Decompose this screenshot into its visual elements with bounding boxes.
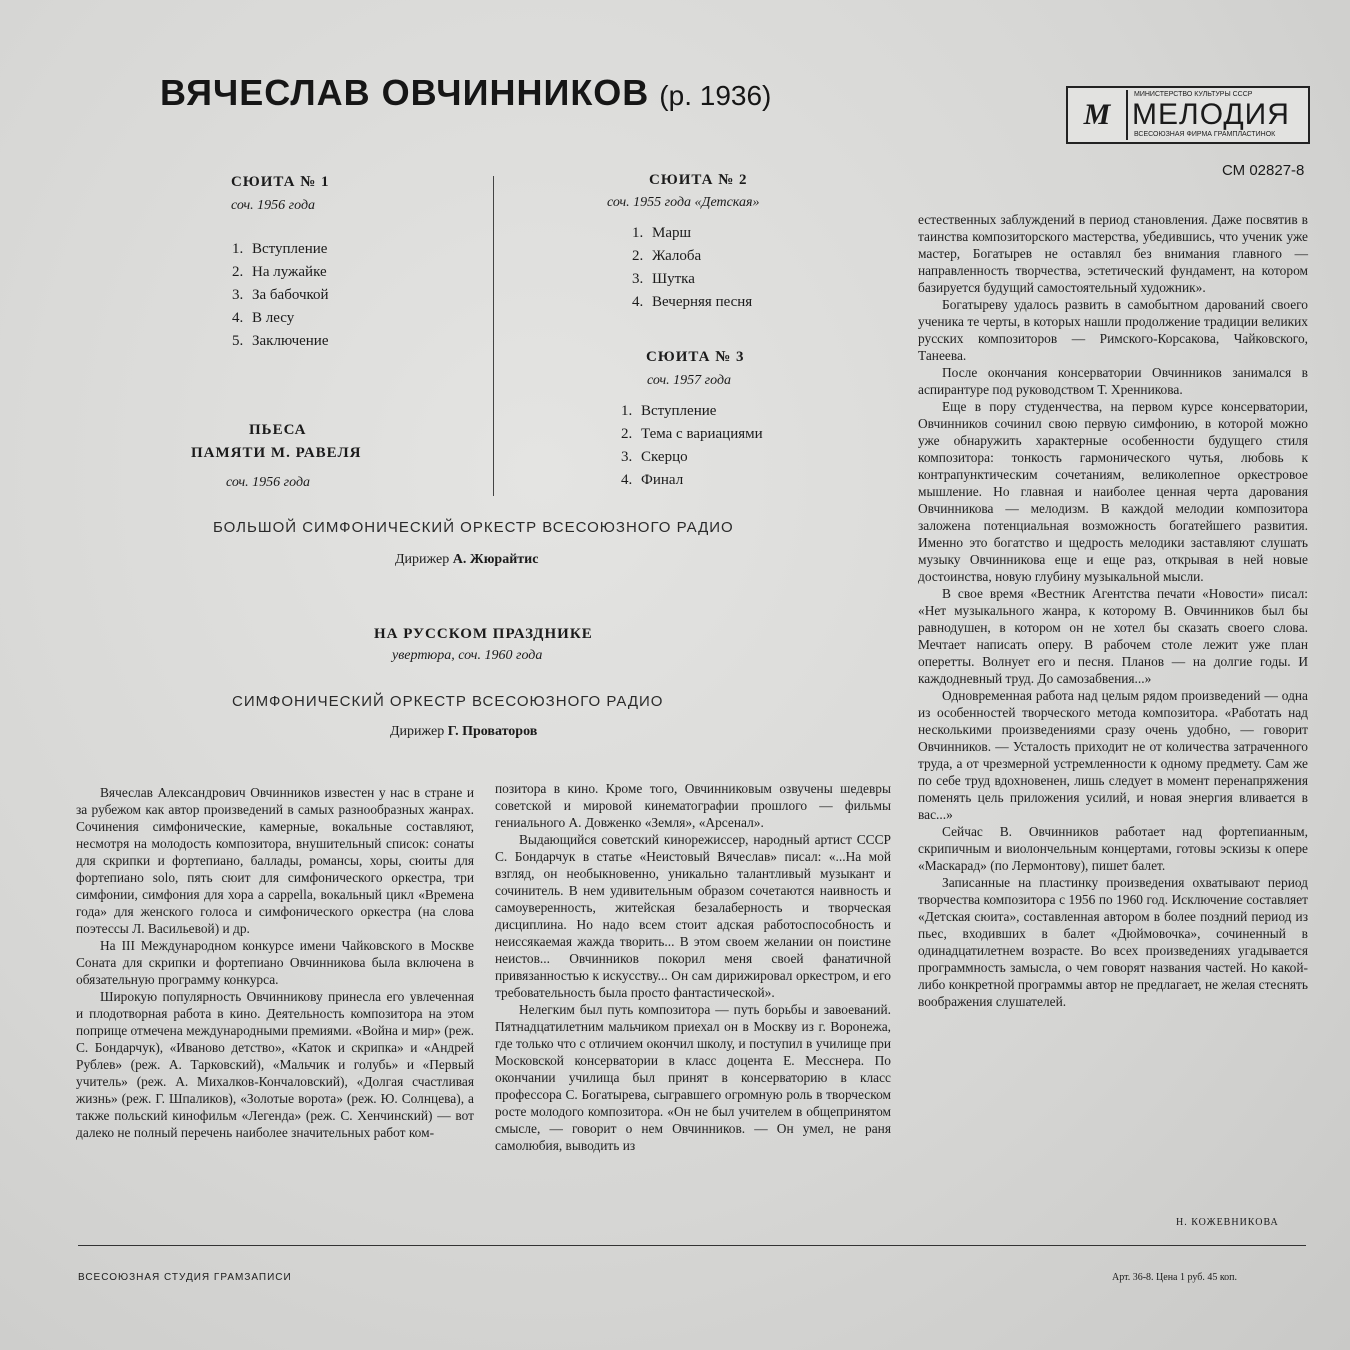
track-item [621,400,763,423]
logo-bottom-line: ВСЕСОЮЗНАЯ ФИРМА ГРАМПЛАСТИНОК [1134,131,1276,138]
logo-name: МЕЛОДИЯ [1132,98,1290,131]
track-name: В лесу [252,310,295,326]
suite3-title: СЮИТА № 3 [646,349,745,365]
track-item [621,446,763,469]
track-name: Вступление [641,403,717,419]
essay-paragraph: Вячеслав Александрович Овчинников известен у нас в стране и за рубежом как автор произведений в самых разнообразных жанрах. Сочинения симфонические, камерные, вокальные составляют, несмотря на молодость композитора, внушительный список: сонаты для скрипки и фортепиано, баллады, романсы, хоры, сюиты для фортепиано solo, пять сюит для симфонического оркестра, три симфонии, симфония для хора a cappella, вокальный цикл «Времена года» для женского голоса и симфонического оркестра (на слова поэтессы Л. Васильевой) и др. [76,785,474,936]
track-name: На лужайке [252,264,327,280]
essay-paragraph: В свое время «Вестник Агентства печати «Новости» писал: «Нет музыкального жанра, к которому В. Овчинников был бы равнодушен, в котором он не хотел бы сказать своего слова. Мечтает написать оперу. В рабочем столе лежит уже план оперетты. Волнует его и песня. Планов — на долгие годы. И каждодневный труд. До самозабвения...» [918,586,1308,686]
track-item [621,469,763,492]
conductor1-label: Дирижер [395,552,450,567]
essay-paragraph: На III Международном конкурсе имени Чайковского в Москве Соната для скрипки и фортепиано Овчинникова была включена в обязательную программу конкурса. [76,938,474,987]
composer-title [160,72,771,114]
track-item [632,268,752,291]
logo-top-line: МИНИСТЕРСТВО КУЛЬТУРЫ СССР [1134,91,1253,98]
essay-paragraph: Выдающийся советский кинорежиссер, народный артист СССР С. Бондарчук в статье «Неистовый Вячеслав» писал: «...На мой взгляд, он необыкновенно, уникально талантливый музыкант и сочинитель. В нем удивительным образом сочетаются наивность и самоуверенность, житейская безалаберность и творческая дисциплина. Но надо всем стоит адская работоспособность и неиссякаемая жажда творить... В этом своем желании он поистине неистов... Овчинников покорил меня своей фанатичной привязанностью к искусству... Он сам дирижировал оркестром, и его требовательность была просто фантастической». [495,832,891,1000]
track-number: 1. [632,225,644,241]
essay-paragraph: После окончания консерватории Овчинников занимался в аспирантуре под руководством Т. Хренникова. [918,365,1308,397]
track-number: 3. [621,449,633,465]
essay-paragraph: Записанные на пластинку произведения охватывают период творчества композитора с 1956 по 1960 год. Исключение составляет «Детская сюита», составленная автором в более поздний период из пьес, входивших в балет «Дюймовочка», сочиненный в одинадцатилетнем возрасте. Во всех произведениях угадывается программность замысла, о чем говорят названия частей. Но какой-либо конкретной программы автор не предлагает, не желая стеснять воображения слушателей. [918,875,1308,1009]
essay-paragraph: Широкую популярность Овчинникову принесла его увлеченная и плодотворная работа в кино. Деятельность композитора на этом поприще отмечена международными премиями. «Война и мир» (реж. С. Бондарчук), «Иваново детство», «Каток и скрипка» и «Андрей Рублев» (реж. А. Тарковский), «Мальчик и голубь» и «Первый учитель» (реж. А. Михалков-Кончаловский), «Долгая счастливая жизнь» (реж. Г. Шпаликов), «Золотые ворота» (реж. Ю. Солнцева), а также польский кинофильм «Легенда» (реж. С. Хенчинский) — вот далеко не полный перечень наиболее значительных работ ком- [76,989,474,1140]
essay-paragraph: Еще в пору студенчества, на первом курсе консерватории, Овчинников сочинил свою первую симфонию, в которой можно уже обнаружить характерные особенности будущего стиля композитора: тонкость гармонического чутья, любовь к контрапунктическим сочетаниям, великолепное оркестровое мышление. Но главная и наиболее ценная черта дарования Овчинникова — мелодизм. В каждой мелодии композитора заложена потенциальная возможность богатейшего развития. Именно это богатство и щедрость мелодики заставляют слушать музыку Овчинникова еще и еще раз, открывая в ней новые достоинства, новую глубину музыкальной мысли. [918,399,1308,584]
track-number: 3. [632,271,644,287]
suite3-track-list [621,400,763,492]
track-item [232,238,329,261]
logo-text-block [1126,90,1308,140]
melodiya-logo [1066,86,1310,144]
essay-column-2 [495,780,891,1154]
catalog-number: СМ 02827-8 [1222,162,1305,179]
track-number: 4. [632,294,644,310]
track-number: 4. [232,310,244,326]
suite1-subtitle: соч. 1956 года [231,198,316,213]
essay-col3-continuation: естественных заблуждений в период становления. Даже посвятив в таинства композиторского мастерства, убедившись, что ученик уже мастер, Богатырев не оставлял без внимания главного — направленность творчества, эстетический фундамент, на котором базируется будущий самостоятельный художник». [918,212,1308,295]
suite2-subtitle: соч. 1955 года «Детская» [607,195,760,210]
track-name: Финал [641,472,684,488]
track-item [632,245,752,268]
track-item [621,423,763,446]
footer-rule [78,1245,1306,1246]
essay-paragraph: Богатыреву удалось развить в самобытном дарований своего ученика те черты, в которых нашли продолжение традиции великих русских композиторов — Римского-Корсакова, Чайковского, Танеева. [918,297,1308,363]
track-item [232,307,329,330]
composer-years: (р. 1936) [659,80,772,111]
conductor1-name: А. Жюрайтис [452,552,539,567]
essay-column-3 [918,211,1308,1010]
track-name: Скерцо [641,449,688,465]
track-name: Жалоба [652,248,702,264]
piece-title-line1: ПЬЕСА [249,422,307,438]
column-divider [493,176,494,496]
piece-title-line2: ПАМЯТИ М. РАВЕЛЯ [191,445,362,461]
track-name: За бабочкой [252,287,329,303]
track-number: 1. [621,403,633,419]
essay-col3-paragraphs [918,296,1308,1010]
piece-subtitle: соч. 1956 года [226,475,311,490]
track-item [632,291,752,314]
track-name: Вечерняя песня [652,294,753,310]
composer-name: ВЯЧЕСЛАВ ОВЧИННИКОВ [160,72,650,113]
track-number: 5. [232,333,244,349]
essay-column-1 [76,784,474,1141]
melodiya-mark-icon: М [1083,98,1111,131]
track-item [632,222,752,245]
essay-col2-paragraphs [495,831,891,1154]
track-name: Вступление [252,241,328,257]
track-name: Заключение [252,333,329,349]
track-name: Шутка [652,271,695,287]
essay-paragraph: Нелегким был путь композитора — путь борьбы и завоеваний. Пятнадцатилетним мальчиком приехал он в Москву из г. Воронежа, где только что с отличием окончил школу, и поступил в училище при Московской консерватории в класс доцента Е. Месснера. По окончании училища был принят в консерваторию в класс профессора С. Богатырева, сыгравшего огромную роль в творческом росте молодого композитора. «Он не был учителем в общепринятом смысле, — говорит о нем Овчинников. — Он умел, не раня самолюбия, выводить из [495,1002,891,1153]
track-number: 4. [621,472,633,488]
orchestra2-name: СИМФОНИЧЕСКИЙ ОРКЕСТР ВСЕСОЮЗНОГО РАДИО [232,693,664,710]
track-number: 1. [232,241,244,257]
suite1-title: СЮИТА № 1 [231,174,330,190]
suite2-track-list [632,222,752,314]
essay-col2-continuation: позитора в кино. Кроме того, Овчинниковым озвучены шедевры советской и мировой кинематографии прошлого — фильмы гениального А. Довженко «Земля», «Арсенал». [495,781,891,830]
track-number: 3. [232,287,244,303]
suite2-title: СЮИТА № 2 [649,172,748,188]
track-item [232,284,329,307]
track-number: 2. [621,426,633,442]
track-item [232,261,329,284]
suite3-subtitle: соч. 1957 года [647,373,732,388]
overture-subtitle: увертюра, соч. 1960 года [392,648,543,663]
footer-studio: ВСЕСОЮЗНАЯ СТУДИЯ ГРАМЗАПИСИ [78,1272,292,1283]
orchestra1-name: БОЛЬШОЙ СИМФОНИЧЕСКИЙ ОРКЕСТР ВСЕСОЮЗНОГО РАДИО [213,519,734,536]
orchestra2-conductor [390,724,537,740]
track-item [232,330,329,353]
track-number: 2. [232,264,244,280]
track-name: Тема с вариациями [641,426,763,442]
conductor2-label: Дирижер [390,724,445,739]
track-name: Марш [652,225,692,241]
essay-paragraph: Одновременная работа над целым рядом произведений — одна из особенностей творческого метода композитора. «Работать над несколькими произведениями сразу очень удобно, — говорит Овчинников. — Усталость приходит не от количества затраченного труда, а от чрезмерной устремленности к одному предмету. Сам же по себе труд вдохновенен, лишь следует в момент перенапряжения поменять цель приложения усилий, и новая энергия вливается в вас...» [918,688,1308,822]
orchestra1-conductor [395,552,538,568]
conductor2-name: Г. Проваторов [447,724,538,739]
overture-title: НА РУССКОМ ПРАЗДНИКЕ [374,626,593,642]
suite1-track-list [232,238,329,353]
essay-paragraph: Сейчас В. Овчинников работает над фортепианным, скрипичным и виолончельным концертами, готовы эскизы к опере «Маскарад» (по Лермонтову), пишет балет. [918,824,1308,873]
footer-price: Арт. 36-8. Цена 1 руб. 45 коп. [1112,1272,1238,1283]
essay-author: Н. КОЖЕВНИКОВА [1176,1217,1279,1228]
track-number: 2. [632,248,644,264]
